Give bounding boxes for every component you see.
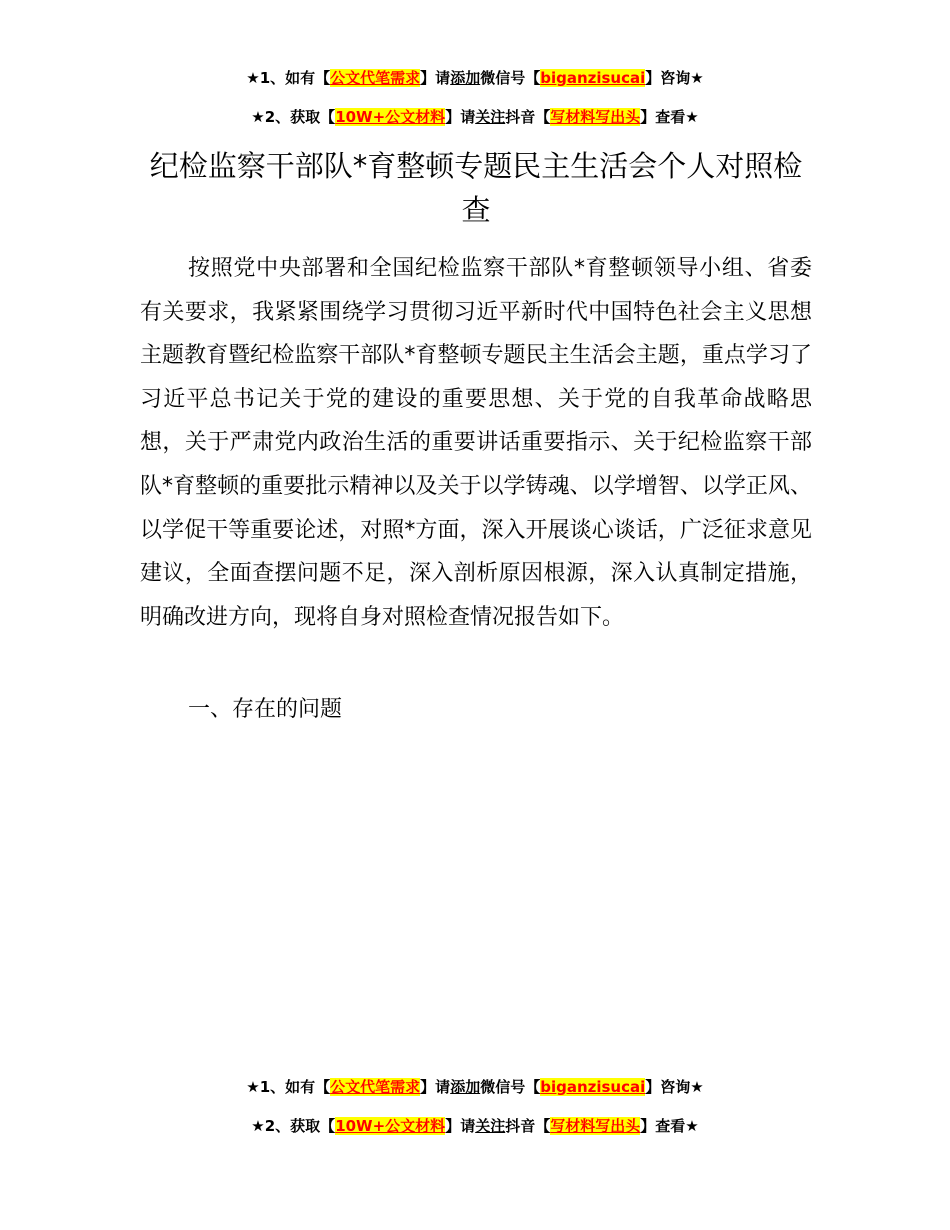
promo-text: 微信号【 [480,69,541,87]
header-promo-line-2 [0,106,950,128]
promo-text: 抖音【 [505,108,551,126]
promo-text: 】请 [420,1078,451,1096]
footer-promo-line-2 [0,1115,950,1137]
promo-underlined: 添加 [450,69,481,87]
promo-text: 】咨询★ [645,69,704,87]
promo-highlight: 公文代笔需求 [330,1078,421,1096]
promo-text: 】请 [420,69,451,87]
section-heading: 一、存在的问题 [188,697,343,722]
promo-text: ★2、获取【 [251,1117,336,1135]
promo-text: ★1、如有【 [246,1078,331,1096]
header-promo-line-1 [0,67,950,89]
promo-douyin-id: 写材料写出头 [550,108,641,126]
promo-text: 】请 [445,1117,476,1135]
promo-underlined: 关注 [475,1117,506,1135]
promo-text: 抖音【 [505,1117,551,1135]
promo-douyin-id: 写材料写出头 [550,1117,641,1135]
promo-text: 微信号【 [480,1078,541,1096]
promo-text: 】查看★ [640,108,699,126]
promo-wechat-id: biganzisucai [540,69,646,87]
promo-text: 】咨询★ [645,1078,704,1096]
promo-highlight: 公文代笔需求 [330,69,421,87]
promo-text: ★1、如有【 [246,69,331,87]
promo-wechat-id: biganzisucai [540,1078,646,1096]
body-paragraph: 按照党中央部署和全国纪检监察干部队*育整顿领导小组、省委有关要求，我紧紧围绕学习贯彻习近平新时代中国特色社会主义思想主题教育暨纪检监察干部队*育整顿专题民主生活会主题，重点学习了习近平总书记关于党的建设的重要思想、关于党的自我革命战略思想，关于严肃党内政治生活的重要讲话重要指示、关于纪检监察干部队*育整顿的重要批示精神以及关于以学铸魂、以学增智、以学正风、以学促干等重要论述，对照*方面，深入开展谈心谈话，广泛征求意见建议，全面查摆问题不足，深入剖析原因根源，深入认真制定措施，明确改进方向，现将自身对照检查情况报告如下。 [140,256,812,630]
promo-highlight: 10W+公文材料 [335,108,446,126]
promo-highlight: 10W+公文材料 [335,1117,446,1135]
promo-text: 】查看★ [640,1117,699,1135]
promo-underlined: 添加 [450,1078,481,1096]
document-title: 纪检监察干部队*育整顿专题民主生活会个人对照检查 [149,149,803,227]
promo-underlined: 关注 [475,108,506,126]
footer-promo-line-1 [0,1076,950,1098]
promo-text: ★2、获取【 [251,108,336,126]
promo-text: 】请 [445,108,476,126]
